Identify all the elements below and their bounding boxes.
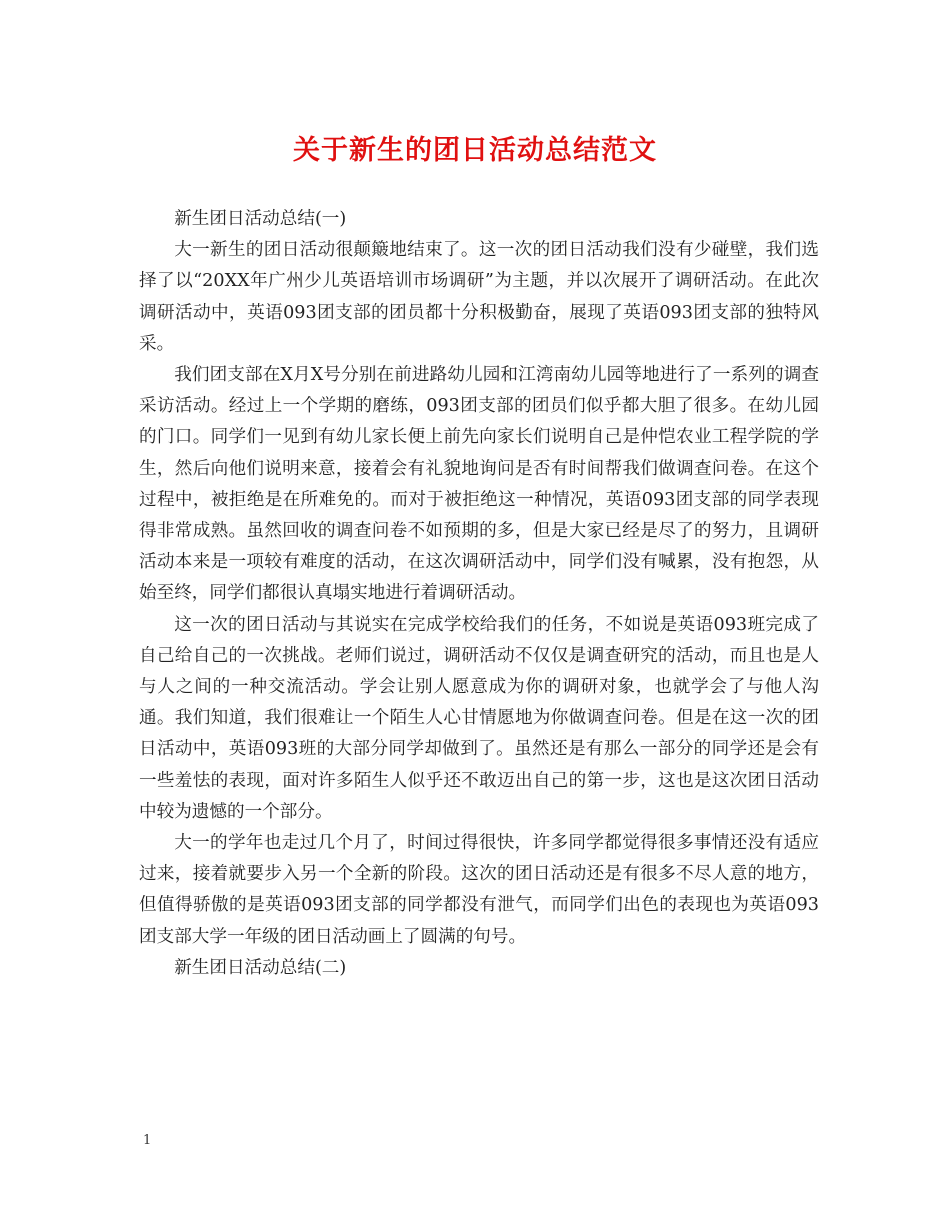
page-number: 1 [143, 1133, 152, 1148]
section-heading: 新生团日活动总结(二) [174, 957, 347, 978]
paragraph: 大一的学年也走过几个月了，时间过得很快，许多同学都觉得很多事情还没有适应过来，接着就要步入另一个全新的阶段。这次的团日活动还是有很多不尽人意的地方，但值得骄傲的是英语093团支部的同学都没有泄气，而同学们出色的表现也为英语093团支部大学一年级的团日活动画上了圆满的句号。 [139, 833, 819, 947]
paragraph: 我们团支部在X月X号分别在前进路幼儿园和江湾南幼儿园等地进行了一系列的调查采访活动。经过上一个学期的磨练，093团支部的团员们似乎都大胆了很多。在幼儿园的门口。同学们一见到有幼儿家长便上前先向家长们说明自己是仲恺农业工程学院的学生，然后向他们说明来意，接着会有礼貌地询问是否有时间帮我们做调查问卷。在这个过程中，被拒绝是在所难免的。而对于被拒绝这一种情况，英语093团支部的同学表现得非常成熟。虽然回收的调查问卷不如预期的多，但是大家已经是尽了的努力，且调研活动本来是一项较有难度的活动，在这次调研活动中，同学们没有喊累，没有抱怨，从始至终，同学们都很认真塌实地进行着调研活动。 [139, 365, 819, 604]
document-title: 关于新生的团日活动总结范文 [293, 135, 657, 166]
paragraph: 这一次的团日活动与其说实在完成学校给我们的任务，不如说是英语093班完成了自己给自己的一次挑战。老师们说过，调研活动不仅仅是调查研究的活动，而且也是人与人之间的一种交流活动。学会让别人愿意成为你的调研对象，也就学会了与他人沟通。我们知道，我们很难让一个陌生人心甘情愿地为你做调查问卷。但是在这一次的团日活动中，英语093班的大部分同学却做到了。虽然还是有那么一部分的同学还是会有一些羞怯的表现，面对许多陌生人似乎还不敢迈出自己的第一步，这也是这次团日活动中较为遗憾的一个部分。 [139, 614, 819, 822]
section-heading: 新生团日活动总结(一) [174, 209, 347, 229]
paragraph: 大一新生的团日活动很颠簸地结束了。这一次的团日活动我们没有少碰壁，我们选择了以“20XX年广州少儿英语培训市场调研”为主题，并以次展开了调研活动。在此次调研活动中，英语093团支部的团员都十分积极勤奋，展现了英语093团支部的独特风采。 [139, 240, 819, 354]
document-body [139, 204, 819, 984]
